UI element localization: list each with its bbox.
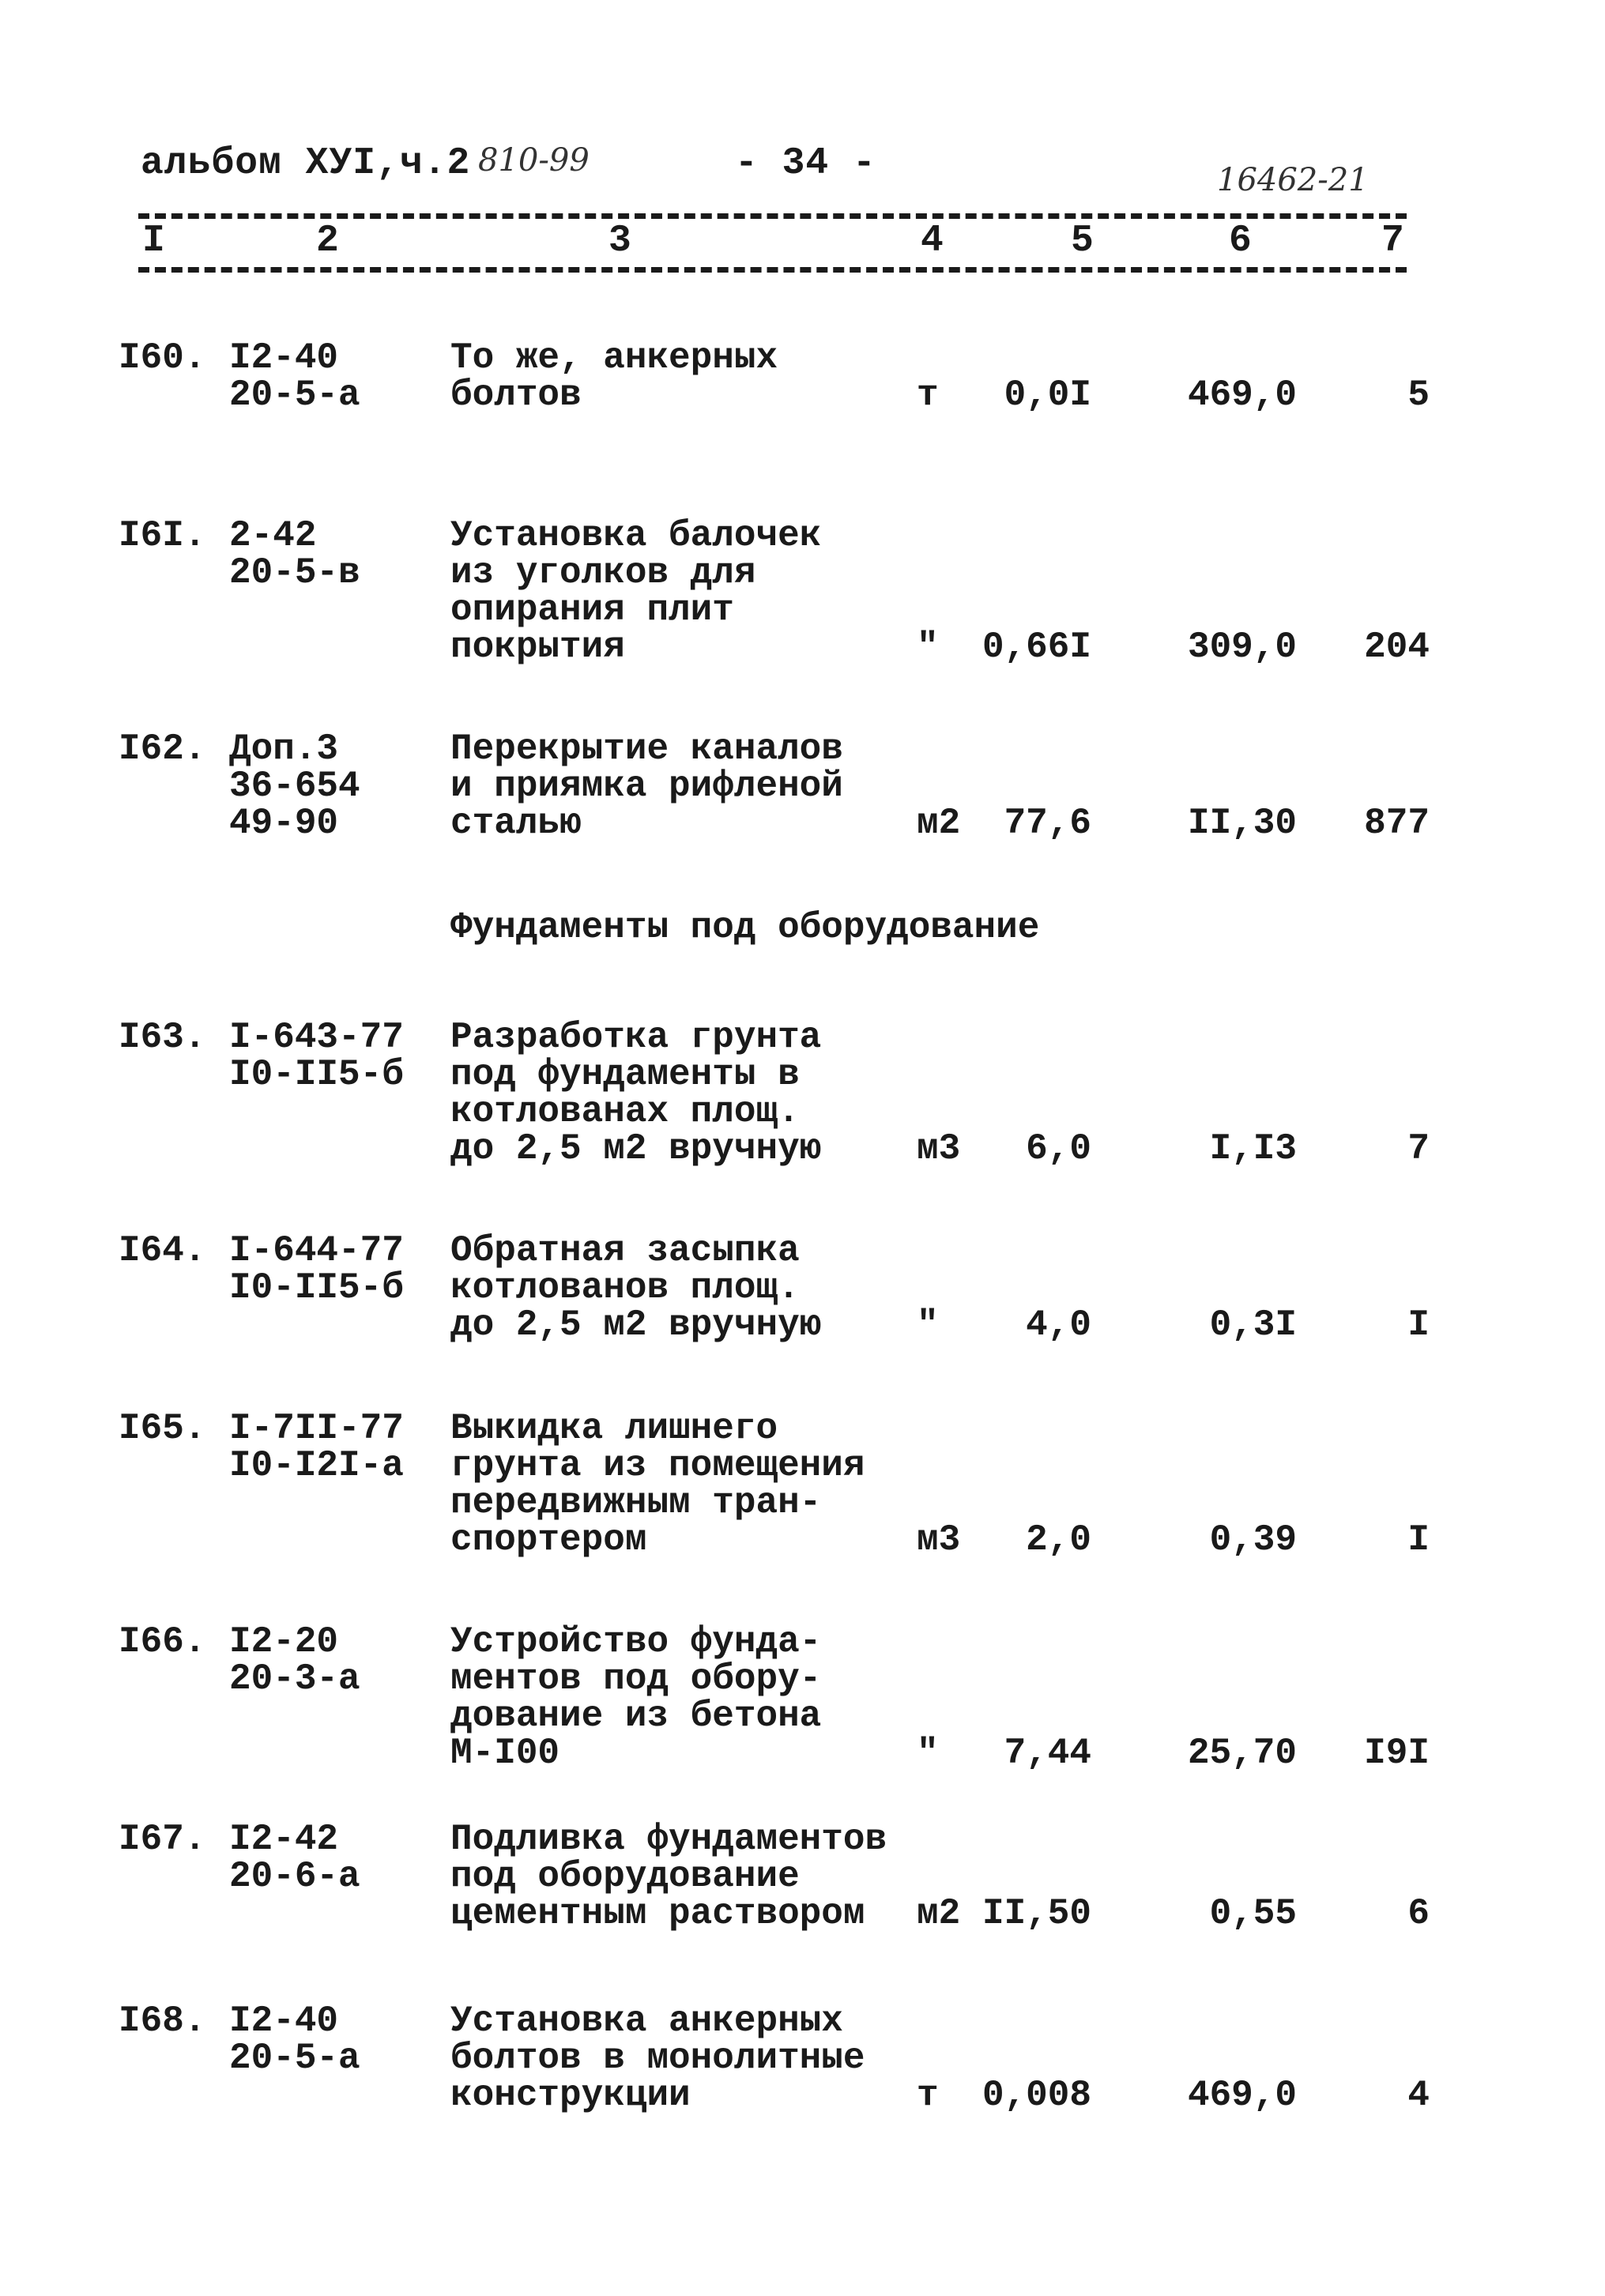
- row-unit: ": [917, 627, 939, 668]
- row-price: I,I3: [1209, 1128, 1297, 1169]
- row-code: 2-42 20-5-в: [229, 515, 360, 593]
- column-number-4: 4: [921, 220, 944, 262]
- row-total: 4: [1407, 2075, 1430, 2116]
- row-quantity: 2,0: [1026, 1519, 1091, 1560]
- row-number: I68.: [119, 2001, 206, 2042]
- row-quantity: 4,0: [1026, 1304, 1091, 1346]
- header-dashed-rule-top: [138, 213, 1407, 219]
- row-number: I67.: [119, 1819, 206, 1860]
- row-unit: ": [917, 1733, 939, 1774]
- row-description: Подливка фундаментов под оборудование цементным раствором: [450, 1819, 887, 1934]
- column-number-7: 7: [1381, 220, 1404, 262]
- handwritten-code: 810-99: [478, 142, 590, 179]
- row-number: I63.: [119, 1017, 206, 1058]
- row-code: Доп.3 36-654 49-90: [229, 728, 360, 844]
- row-price: 25,70: [1187, 1733, 1297, 1774]
- row-quantity: 0,008: [981, 2075, 1091, 2116]
- row-unit: м2: [917, 1893, 961, 1934]
- row-description: Перекрытие каналов и приямка рифленой сталью: [450, 728, 843, 844]
- row-quantity: 77,6: [1004, 803, 1091, 844]
- row-number: I62.: [119, 728, 206, 770]
- row-code: I2-20 20-3-а: [229, 1621, 360, 1699]
- column-number-5: 5: [1071, 220, 1094, 262]
- row-description: Выкидка лишнего грунта из помещения передвижным тран- спортером: [450, 1408, 865, 1560]
- row-unit: т: [917, 375, 939, 416]
- row-number: I66.: [119, 1621, 206, 1662]
- row-code: I-7II-77 I0-I2I-а: [229, 1408, 404, 1486]
- row-total: I: [1407, 1304, 1430, 1346]
- row-price: 0,39: [1209, 1519, 1297, 1560]
- row-description: Установка анкерных болтов в монолитные конструкции: [450, 2001, 865, 2116]
- row-total: I9I: [1364, 1733, 1430, 1774]
- column-number-1: I: [142, 220, 165, 262]
- row-price: 469,0: [1187, 375, 1297, 416]
- row-unit: м3: [917, 1519, 961, 1560]
- row-total: 204: [1364, 627, 1430, 668]
- row-description: То же, анкерных болтов: [450, 337, 778, 416]
- row-quantity: II,50: [981, 1893, 1091, 1934]
- row-unit: м3: [917, 1128, 961, 1169]
- row-price: 469,0: [1187, 2075, 1297, 2116]
- page-number: - 34 -: [735, 142, 876, 185]
- row-code: I2-42 20-6-а: [229, 1819, 360, 1897]
- row-total: 877: [1364, 803, 1430, 844]
- row-code: I2-40 20-5-а: [229, 337, 360, 416]
- row-number: I64.: [119, 1230, 206, 1271]
- row-description: Разработка грунта под фундаменты в котлованах площ. до 2,5 м2 вручную: [450, 1017, 822, 1169]
- section-heading: Фундаменты под оборудование: [450, 907, 1040, 948]
- column-number-2: 2: [316, 220, 339, 262]
- row-unit: ": [917, 1304, 939, 1346]
- row-total: 6: [1407, 1893, 1430, 1934]
- column-number-6: 6: [1229, 220, 1252, 262]
- row-total: 7: [1407, 1128, 1430, 1169]
- row-quantity: 7,44: [1004, 1733, 1091, 1774]
- row-number: I65.: [119, 1408, 206, 1449]
- row-price: 0,55: [1209, 1893, 1297, 1934]
- row-unit: м2: [917, 803, 961, 844]
- row-code: I-643-77 I0-II5-б: [229, 1017, 404, 1095]
- row-unit: т: [917, 2075, 939, 2116]
- row-price: II,30: [1187, 803, 1297, 844]
- row-total: I: [1407, 1519, 1430, 1560]
- row-quantity: 0,0I: [1004, 375, 1091, 416]
- row-code: I2-40 20-5-а: [229, 2001, 360, 2079]
- row-description: Установка балочек из уголков для опирания плит покрытия: [450, 515, 822, 668]
- header-dashed-rule-bottom: [138, 267, 1407, 273]
- row-quantity: 6,0: [1026, 1128, 1091, 1169]
- row-price: 309,0: [1187, 627, 1297, 668]
- row-total: 5: [1407, 375, 1430, 416]
- column-number-3: 3: [608, 220, 631, 262]
- row-description: Устройство фунда- ментов под обору- дование из бетона М-I00: [450, 1621, 822, 1774]
- row-code: I-644-77 I0-II5-б: [229, 1230, 404, 1308]
- row-quantity: 0,66I: [981, 627, 1091, 668]
- row-description: Обратная засыпка котлованов площ. до 2,5 м2 вручную: [450, 1230, 822, 1346]
- handwritten-document-number: 16462-21: [1217, 162, 1369, 198]
- row-number: I6I.: [119, 515, 206, 556]
- album-label: альбом ХУI,ч.2: [141, 142, 471, 185]
- row-number: I60.: [119, 337, 206, 378]
- row-price: 0,3I: [1209, 1304, 1297, 1346]
